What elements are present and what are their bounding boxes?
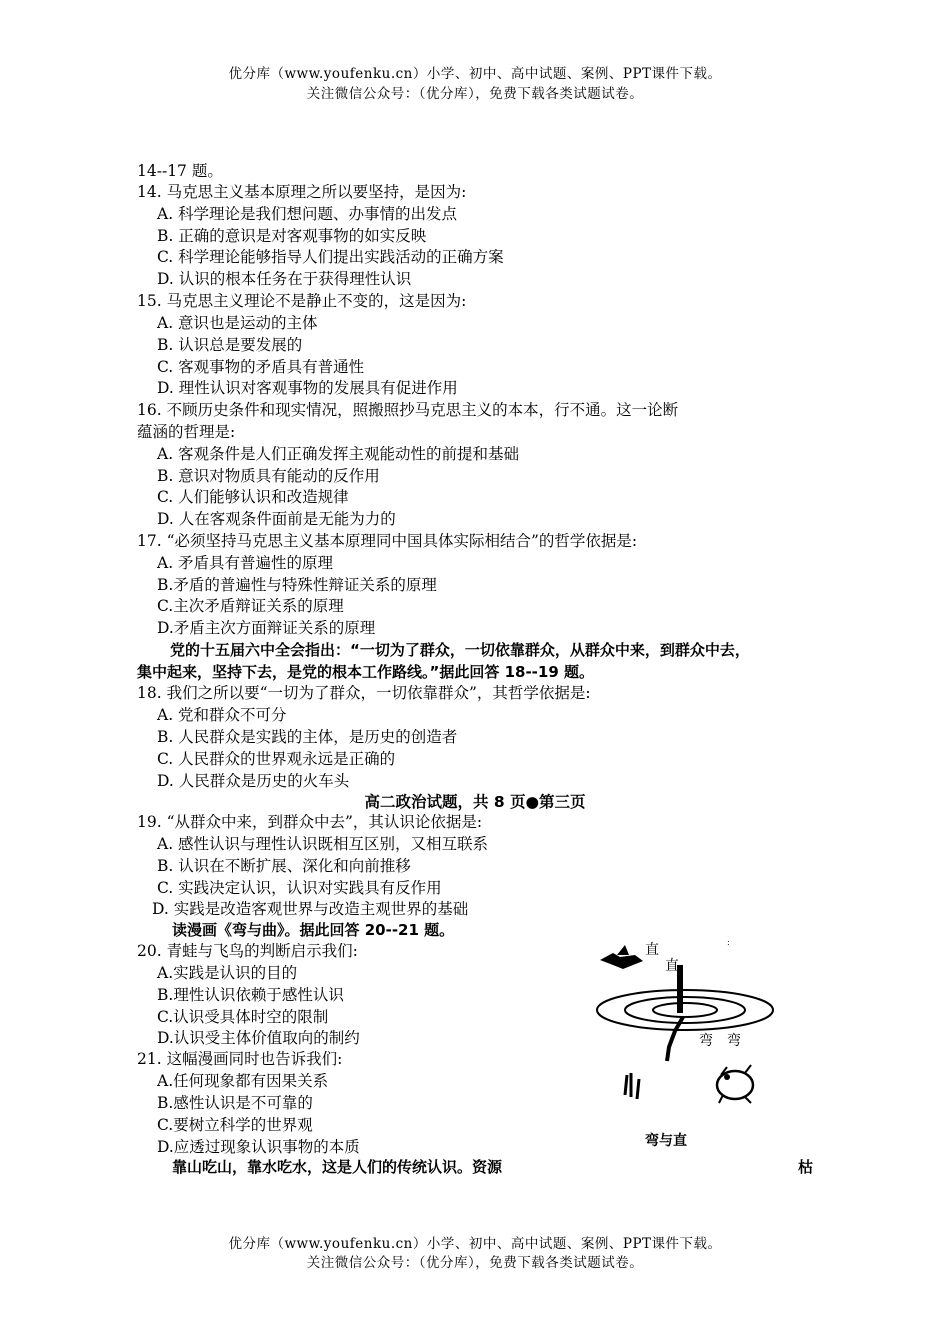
header-line-2: 关注微信公众号：（优分库），免费下载各类试题试卷。 [306, 86, 644, 102]
question-21: 21. 这幅漫画同时也告诉我们: [137, 1050, 343, 1068]
cartoon-drawing [595, 935, 785, 1135]
water-ripple [653, 1003, 717, 1017]
option-21-d: D.应透过现象认识事物的本质 [157, 1138, 360, 1156]
option-18-c: C. 人民群众的世界观永远是正确的 [157, 750, 396, 768]
option-20-c: C.认识受具体时空的限制 [157, 1008, 329, 1026]
passage-next: 靠山吃山，靠水吃水，这是人们的传统认识。资源 [172, 1158, 503, 1176]
cartoon-label-straight-1: 直 [645, 942, 659, 958]
option-18-d: D. 人民群众是历史的火车头 [157, 772, 350, 790]
header-line-1: 优分库（www.youfenku.cn）小学、初中、高中试题、案例、PPT课件下载。 [228, 66, 722, 82]
option-18-b: B. 人民群众是实践的主体，是历史的创造者 [157, 728, 458, 746]
passage-18-19-cont: 集中起来，坚持下去，是党的根本工作路线。”据此回答 18--19 题。 [137, 663, 595, 681]
cartoon-label-bent-1: 弯 [699, 1033, 713, 1049]
option-15-b: B. 认识总是要发展的 [157, 336, 303, 354]
cartoon-label-straight-2: 直 [665, 958, 679, 974]
option-19-b: B. 认识在不断扩展、深化和向前推移 [157, 857, 411, 875]
question-14: 14. 马克思主义基本原理之所以要坚持，是因为: [137, 183, 467, 201]
option-18-a: A. 党和群众不可分 [157, 706, 287, 724]
option-20-b: B.理性认识依赖于感性认识 [157, 986, 344, 1004]
question-17: 17. “必须坚持马克思主义基本原理同中国具体实际相结合”的哲学依据是: [137, 532, 638, 550]
page-marker: 高二政治试题，共 8 页●第三页 [364, 793, 586, 811]
option-17-d: D.矛盾主次方面辩证关系的原理 [157, 619, 376, 637]
reeds [625, 1073, 639, 1099]
footer-line-2: 关注微信公众号：（优分库），免费下载各类试题试卷。 [306, 1255, 644, 1271]
option-20-a: A.实践是认识的目的 [157, 964, 298, 982]
option-16-b: B. 意识对物质具有能动的反作用 [157, 467, 380, 485]
question-18: 18. 我们之所以要“一切为了群众，一切依靠群众”，其哲学依据是: [137, 684, 591, 702]
cartoon-intro: 读漫画《弯与曲》。据此回答 20--21 题。 [172, 921, 455, 939]
question-15: 15. 马克思主义理论不是静止不变的，这是因为: [137, 292, 467, 310]
option-14-a: A. 科学理论是我们想问题、办事情的出发点 [157, 205, 458, 223]
text-line: 14--17 题。 [137, 162, 223, 180]
option-15-d: D. 理性认识对客观事物的发展具有促进作用 [157, 379, 458, 397]
option-14-b: B. 正确的意识是对客观事物的如实反映 [157, 227, 427, 245]
option-15-c: C. 客观事物的矛盾具有普通性 [157, 358, 365, 376]
passage-18-19: 党的十五届六中全会指出：“一切为了群众，一切依靠群众，从群众中来，到群众中去， [170, 641, 750, 659]
water-ripple [625, 997, 745, 1023]
option-19-a: A. 感性认识与理性认识既相互区别，又相互联系 [157, 835, 489, 853]
question-16: 16. 不顾历史条件和现实情况，照搬照抄马克思主义的本本，行不通。这一论断 [137, 401, 679, 419]
cartoon-caption: 弯与直 [645, 1133, 687, 1149]
option-14-d: D. 认识的根本任务在于获得理性认识 [157, 270, 412, 288]
cartoon-illustration [595, 935, 785, 1135]
option-17-c: C.主次矛盾辩证关系的原理 [157, 597, 344, 615]
option-21-b: B.感性认识是不可靠的 [157, 1094, 313, 1112]
bird-icon [600, 953, 643, 969]
footer-line-1: 优分库（www.youfenku.cn）小学、初中、高中试题、案例、PPT课件下载。 [228, 1236, 722, 1252]
option-14-c: C. 科学理论能够指导人们提出实践活动的正确方案 [157, 248, 504, 266]
option-20-d: D.认识受主体价值取向的制约 [157, 1029, 360, 1047]
option-21-c: C.要树立科学的世界观 [157, 1116, 313, 1134]
option-17-b: B.矛盾的普遍性与特殊性辩证关系的原理 [157, 576, 437, 594]
cartoon-label-bent-2: 弯 [727, 1033, 741, 1049]
question-19: 19. “从群众中来，到群众中去”，其认识论依据是: [137, 813, 483, 831]
option-21-a: A.任何现象都有因果关系 [157, 1072, 329, 1090]
option-16-a: A. 客观条件是人们正确发挥主观能动性的前提和基础 [157, 445, 520, 463]
question-20: 20. 青蛙与飞鸟的判断启示我们: [137, 942, 358, 960]
option-19-d: D. 实践是改造客观世界与改造主观世界的基础 [152, 900, 469, 918]
option-19-c: C. 实践决定认识，认识对实践具有反作用 [157, 879, 442, 897]
svg-text::: : [727, 938, 730, 947]
passage-next-tail: 枯 [798, 1158, 814, 1176]
option-16-d: D. 人在客观条件面前是无能为力的 [157, 510, 396, 528]
option-16-c: C. 人们能够认识和改造规律 [157, 488, 349, 506]
question-16-cont: 蕴涵的哲理是: [137, 423, 236, 441]
option-15-a: A. 意识也是运动的主体 [157, 314, 318, 332]
option-17-a: A. 矛盾具有普遍性的原理 [157, 554, 334, 572]
